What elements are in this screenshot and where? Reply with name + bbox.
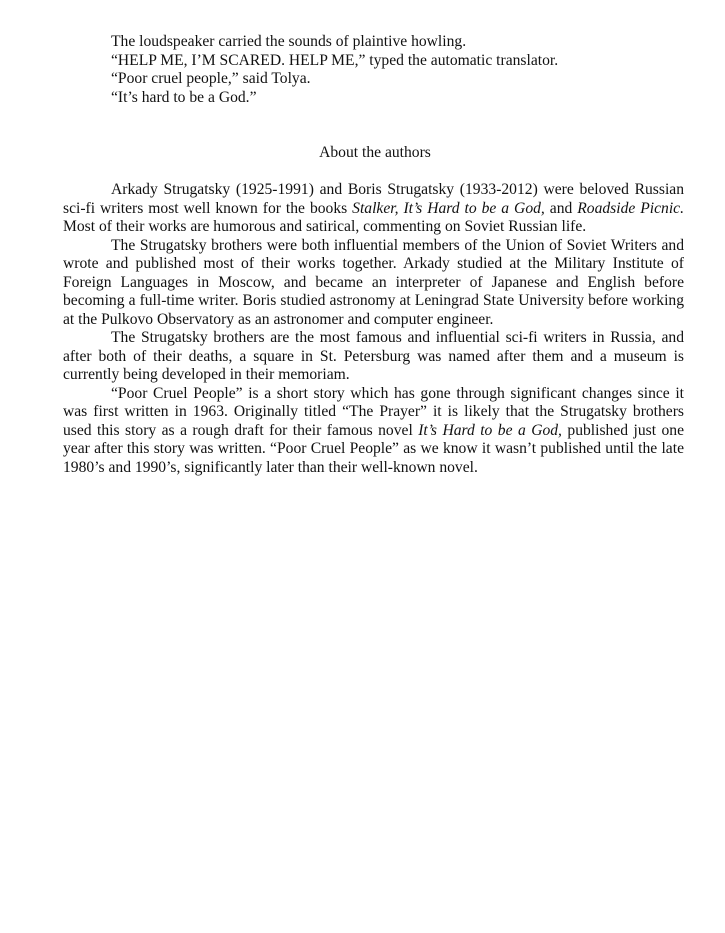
section-heading: About the authors (319, 144, 431, 161)
book-titles: Stalker, It’s Hard to be a God, (352, 199, 545, 217)
dialogue-line: The loudspeaker carried the sounds of plaintive howling. (111, 33, 467, 50)
paragraph-text: and (544, 199, 578, 217)
dialogue-line: “It’s hard to be a God.” (111, 88, 257, 106)
book-title: Roadside Picnic. (577, 199, 684, 217)
paragraph-text: Most of their works are humorous and satirical, commenting on Soviet Russian life. (63, 218, 587, 235)
about-authors-body (63, 181, 684, 477)
paragraph-text: “Poor Cruel People” is a short story which has gone through significant changes since it was first written in 1963. Originally titled “The Prayer” it is likely that the Strugatsky brothers used this story as a rough draft for their famous novel (63, 384, 684, 439)
paragraph-story-history (63, 385, 684, 478)
book-title: It’s Hard to be a God, (418, 421, 562, 439)
story-ending-dialogue (111, 33, 691, 107)
dialogue-line: “Poor cruel people,” said Tolya. (111, 70, 311, 87)
paragraph-careers: The Strugatsky brothers were both influential members of the Union of Soviet Writers and wrote and published most of their works together. Arkady studied at the Military Institute of Foreign Languages in Moscow, and became an interpreter of Japanese and English before becoming a full-time writer. Boris studied astronomy at Leningrad State University before working at the Pulkovo Observatory as an astronomer and computer engineer. (63, 236, 684, 328)
paragraph-legacy: The Strugatsky brothers are the most famous and influential sci-fi writers in Russia, and after both of their deaths, a square in St. Petersburg was named after them and a museum is currently being developed in their memoriam. (63, 329, 684, 383)
dialogue-line: “HELP ME, I’M SCARED. HELP ME,” typed the automatic translator. (111, 51, 559, 69)
paragraph-text: Arkady Strugatsky (1925-1991) and Boris Strugatsky (1933-2012) were beloved Russian sci-fi writers most well known for the books (63, 181, 684, 217)
paragraph-text: published just one year after this story was written. “Poor Cruel People” as we know it wasn’t published until the late 1980’s and 1990’s, significantly later than their well-known novel. (63, 421, 684, 476)
paragraph-biography (63, 181, 684, 237)
